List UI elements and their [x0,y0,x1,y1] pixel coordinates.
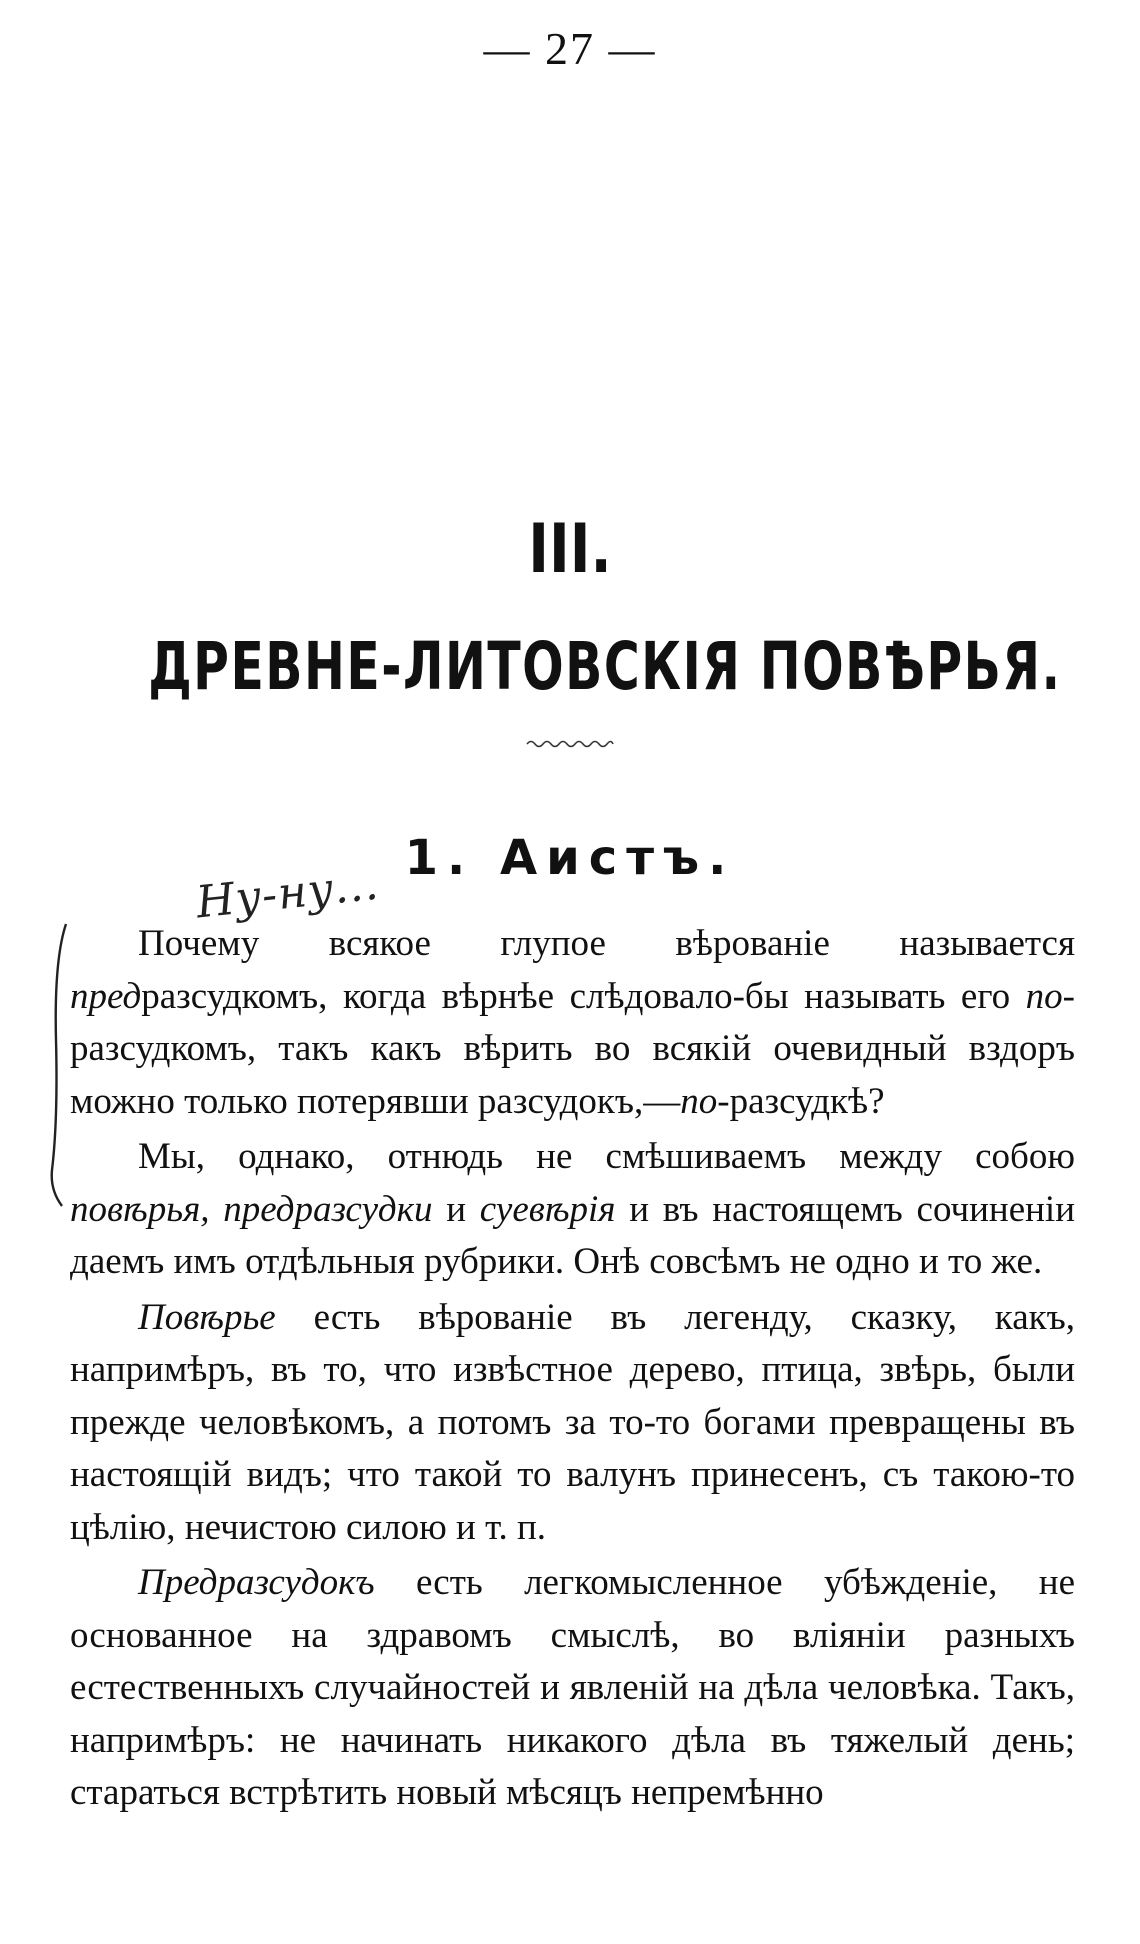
page-number: — 27 — [483,23,657,74]
text-run: и [432,1188,480,1230]
italic-term: повѣрья, предразсудки [70,1188,433,1230]
text-run: и въ настоящемъ сочиненіи даемъ имъ отдѣльныя рубрики. Онѣ совсѣмъ не одно и то же. [70,1188,1076,1282]
italic-term: суевѣрія [479,1188,616,1230]
text-run: -разсудкомъ, такъ какъ вѣрить во всякій очевидный вздоръ можно только потерявши разсудокъ,— [70,975,1075,1122]
text-run: Мы, однако, отнюдь не смѣшиваемъ между собою [138,1136,1075,1177]
italic-term: пред [70,975,142,1017]
paragraph [70,1131,1075,1289]
italic-term: Предразсудокъ [138,1562,375,1603]
paragraph [70,918,1075,1128]
italic-term: по [1025,975,1063,1017]
italic-term: по [680,1080,718,1122]
ornament-divider [0,736,1140,755]
chapter-title: ДРЕВНЕ-ЛИТОВСКІЯ ПОВѢРЬЯ. [148,628,1062,705]
paragraph [70,1557,1075,1820]
chapter-number: III. [528,510,612,589]
text-run: есть легкомысленное убѣжденіе, не основанное на здравомъ смыслѣ, во вліяніи разныхъ естественныхъ случайностей и явленій на дѣла человѣка. Такъ, напримѣръ: не начинать никакого дѣла въ тяжелый день; стараться встрѣтить новый мѣсяцъ непремѣнно [70,1562,1075,1813]
text-run: -разсудкѣ? [717,1080,885,1122]
text-run: есть вѣрованіе въ легенду, сказку, какъ, напримѣръ, въ то, что извѣстное дерево, птица, звѣрь, были прежде человѣкомъ, а потомъ за то-то богами превращены въ настоящій видъ; что такой то валунъ принесенъ, съ такою-то цѣлію, нечистою силою и т. п. [70,1296,1075,1548]
text-run: Почему всякое глупое вѣрованіе называется [138,923,1075,964]
paragraph [70,1292,1075,1555]
section-title: 1. Аистъ. [404,830,736,886]
handwritten-note: Ну-ну... [193,858,382,929]
wavy-rule-icon [525,737,615,751]
body-text [70,918,1075,1823]
italic-term: Повѣрье [138,1296,276,1338]
text-run: разсудкомъ, когда вѣрнѣе слѣдовало-бы называть его [141,975,1026,1017]
